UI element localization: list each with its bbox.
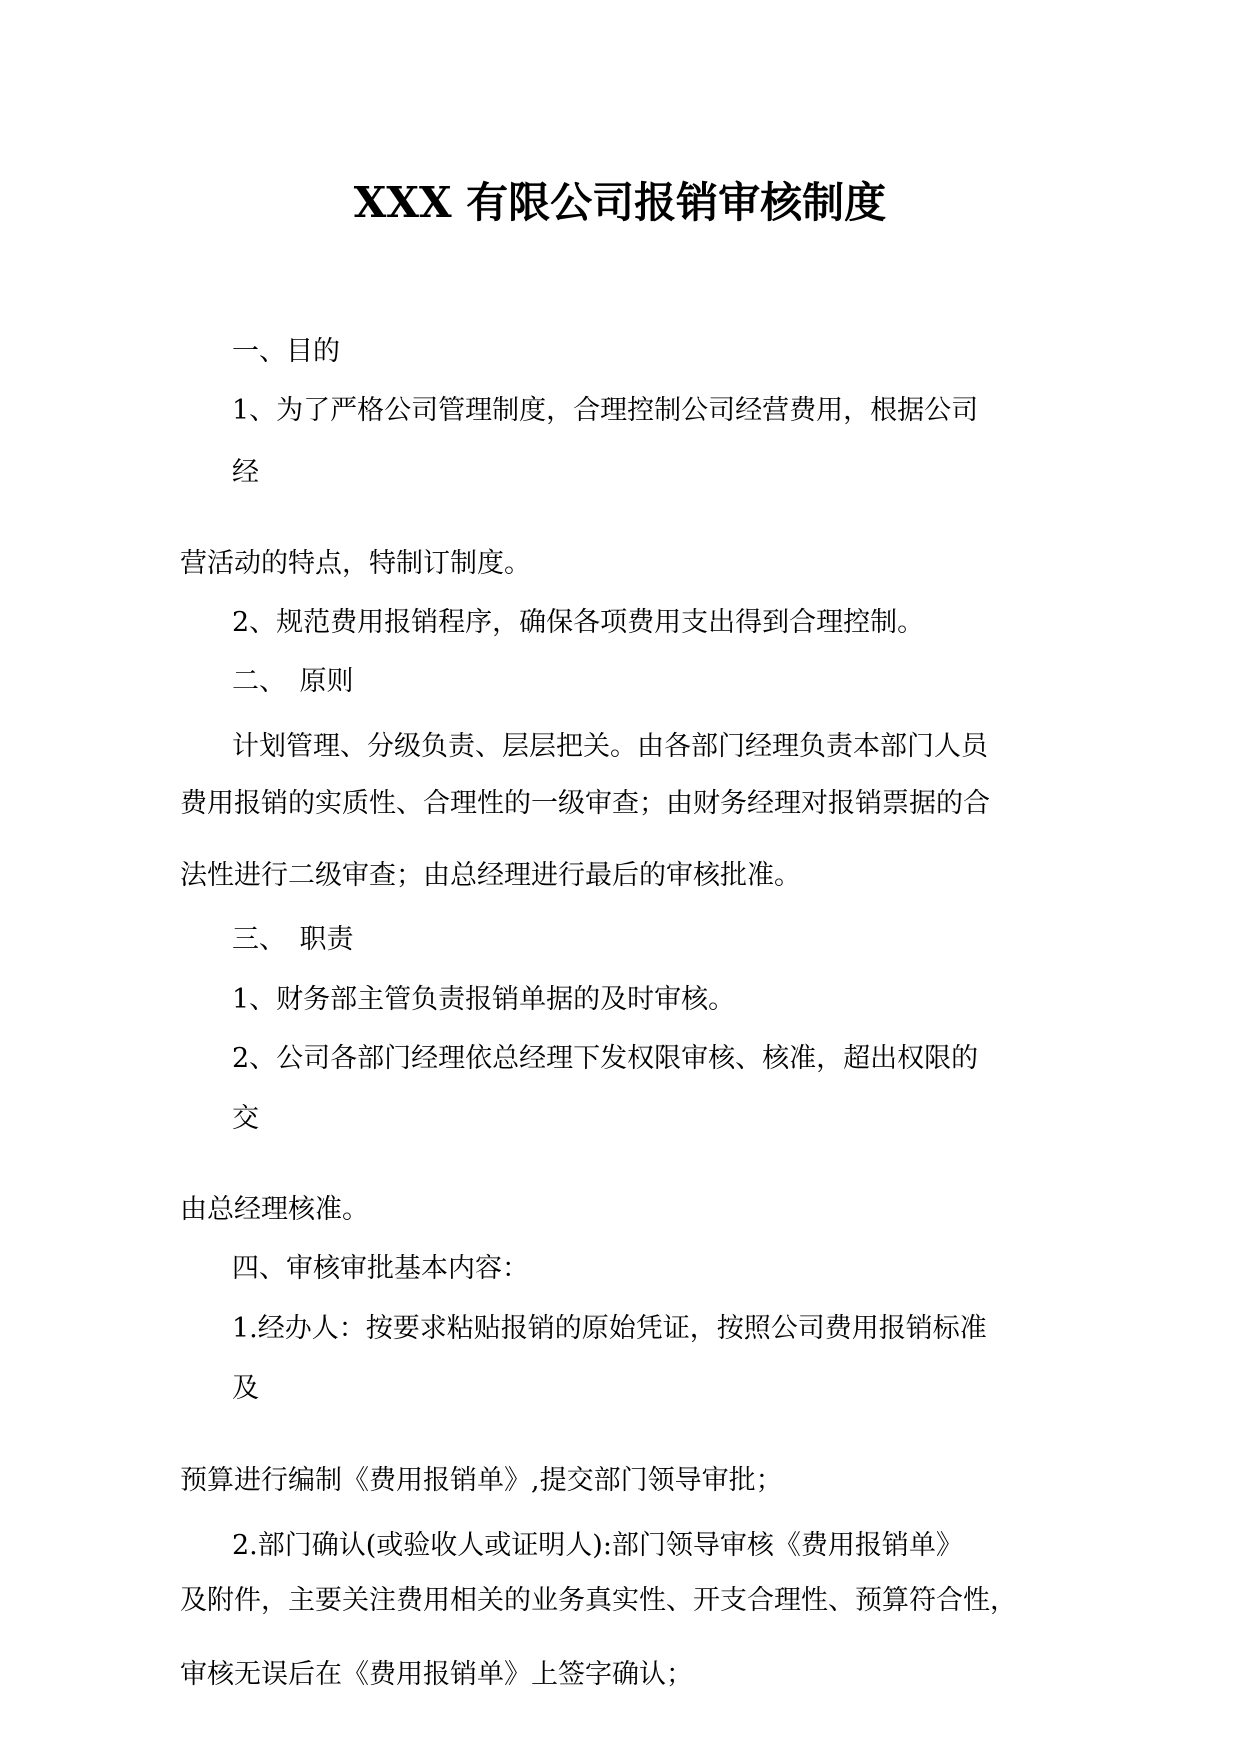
paragraph-line: 1、为了严格公司管理制度，合理控制公司经营费用，根据公司	[232, 395, 979, 426]
section-heading-duties: 三、 职责	[232, 924, 354, 955]
document-title: XXX 有限公司报销审核制度	[353, 178, 887, 228]
paragraph-line: 由总经理核准。	[180, 1194, 369, 1225]
paragraph-line: 经	[232, 457, 259, 488]
paragraph-line: 2、公司各部门经理依总经理下发权限审核、核准，超出权限的	[232, 1043, 979, 1074]
paragraph-line: 交	[232, 1103, 259, 1134]
section-heading-purpose: 一、目的	[232, 336, 340, 367]
paragraph-line: 法性进行二级审查；由总经理进行最后的审核批准。	[180, 860, 801, 891]
paragraph-line: 2、规范费用报销程序，确保各项费用支出得到合理控制。	[232, 607, 925, 638]
paragraph-line: 营活动的特点，特制订制度。	[180, 548, 531, 579]
section-heading-principle: 二、 原则	[232, 666, 354, 697]
paragraph-line: 2.部门确认(或验收人或证明人):部门领导审核《费用报销单》	[232, 1530, 963, 1561]
paragraph-line: 1.经办人：按要求粘贴报销的原始凭证，按照公司费用报销标准	[232, 1313, 987, 1344]
paragraph-line: 预算进行编制《费用报销单》,提交部门领导审批；	[180, 1465, 783, 1496]
paragraph-line: 审核无误后在《费用报销单》上签字确认；	[180, 1659, 693, 1690]
paragraph-line: 计划管理、分级负责、层层把关。由各部门经理负责本部门人员	[232, 731, 988, 762]
paragraph-line: 及附件，主要关注费用相关的业务真实性、开支合理性、预算符合性，	[180, 1585, 1017, 1616]
paragraph-line: 及	[232, 1373, 259, 1404]
section-heading-review-content: 四、审核审批基本内容：	[232, 1253, 529, 1284]
paragraph-line: 费用报销的实质性、合理性的一级审查；由财务经理对报销票据的合	[180, 788, 990, 819]
paragraph-line: 1、财务部主管负责报销单据的及时审核。	[232, 984, 736, 1015]
